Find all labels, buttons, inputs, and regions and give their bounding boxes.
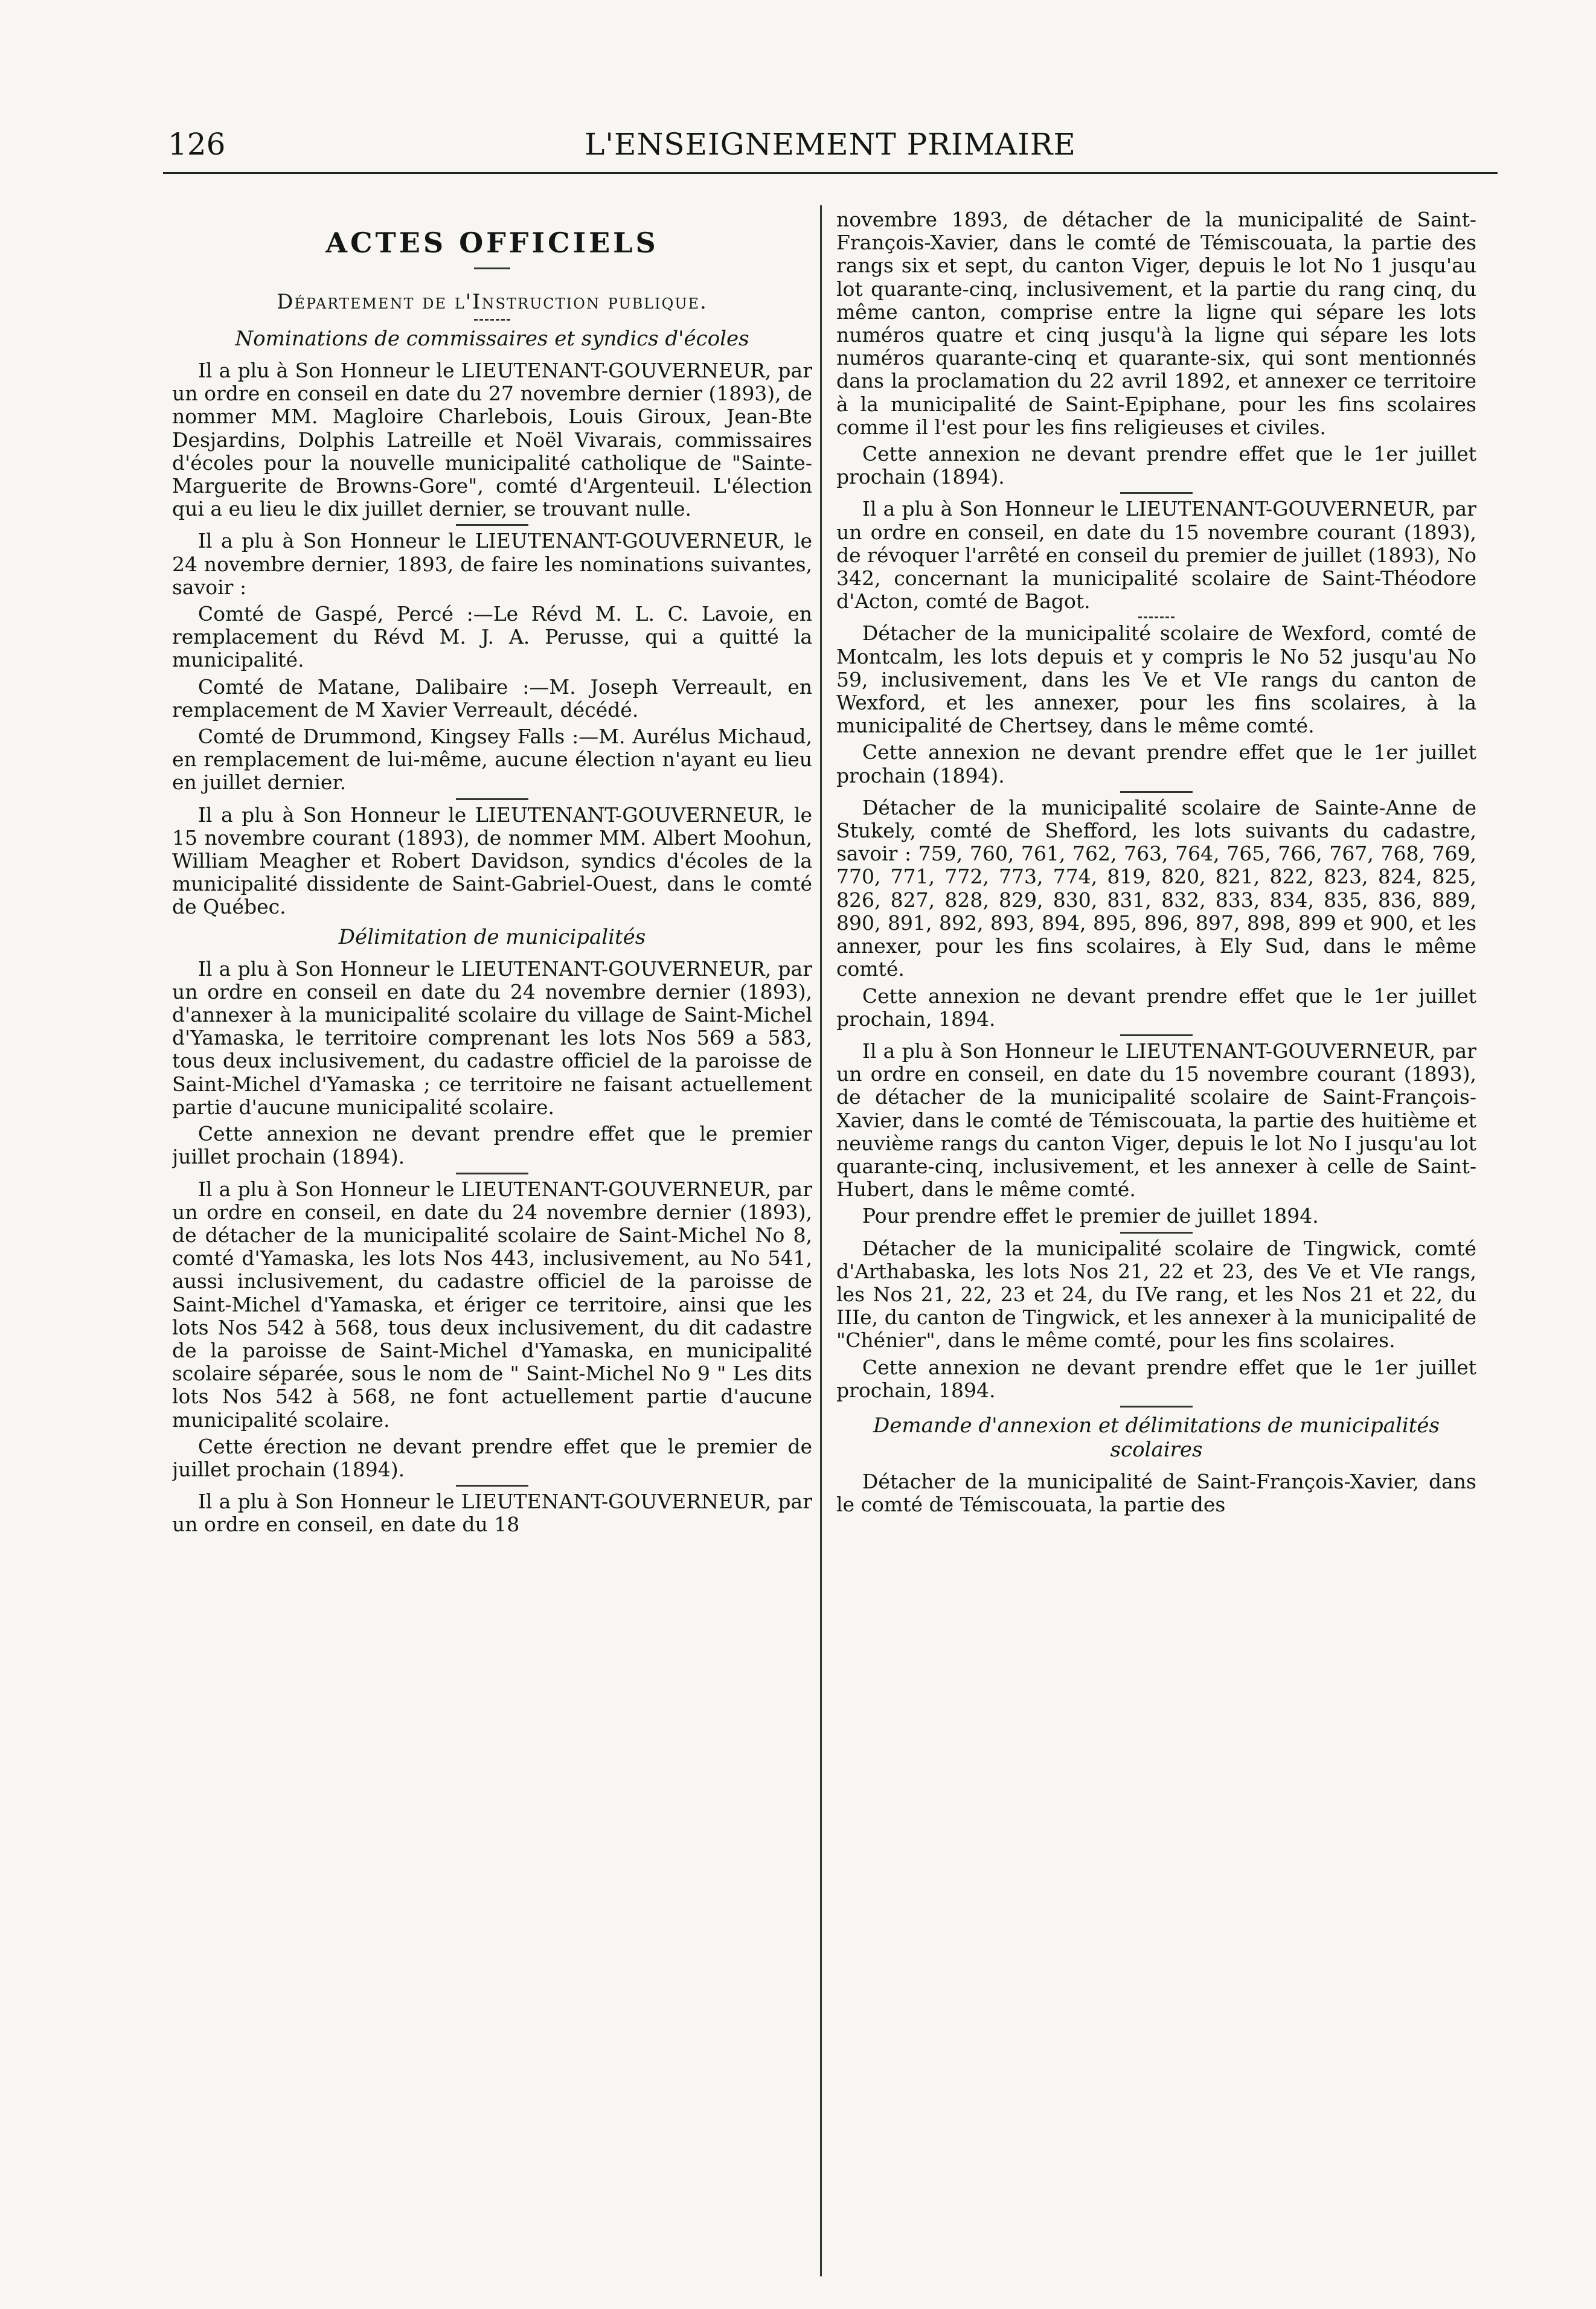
paragraph: Cette érection ne devant prendre effet que le premier de juillet prochain (1894). — [172, 1434, 812, 1481]
paragraph: Il a plu à Son Honneur le LIEUTENANT-GOUVERNEUR, par un ordre en conseil en date du 27 novembre dernier (1893), de nommer MM. Magloire Charlebois, Louis Giroux, Jean-Bte Desjardins, Dolphis Latreille et Noël Vivarais, commissaires d'écoles pour la nouvelle municipalité catholique de "Sainte-Marguerite de Browns-Gore", comté d'Argenteuil. L'élection qui a eu lieu le dix juillet dernier, se trouvant nulle. — [172, 359, 812, 521]
paragraph: Il a plu à Son Honneur le LIEUTENANT-GOUVERNEUR, le 15 novembre courant (1893), de nommer MM. Albert Moohun, William Meagher et Robert Davidson, syndics d'écoles de la municipalité dissidente de Saint-Gabriel-Ouest, dans le comté de Québec. — [172, 802, 812, 919]
subsection-title: Délimitation de municipalités — [338, 924, 646, 949]
paragraph: Comté de Matane, Dalibaire :—M. Joseph Verreault, en remplacement de M Xavier Verreault, décédé. — [172, 674, 812, 722]
separator-rule — [456, 798, 528, 800]
separator-rule — [1120, 1232, 1193, 1234]
paragraph: Détacher de la municipalité de Saint-François-Xavier, dans le comté de Témiscouata, la partie des — [836, 1469, 1476, 1517]
left-column — [172, 208, 812, 2273]
right-column — [836, 208, 1476, 2273]
subsection-title: Demande d'annexion et délimitations de municipalités scolaires — [873, 1413, 1440, 1462]
title-rule — [474, 267, 510, 269]
separator-rule — [1120, 1034, 1193, 1036]
subsection-title: Nominations de commissaires et syndics d'écoles — [235, 327, 749, 351]
paragraph: Pour prendre effet le premier de juillet 1894. — [862, 1204, 1319, 1228]
dash-rule — [1138, 616, 1175, 618]
header-rule — [163, 172, 1498, 174]
paragraph: Cette annexion ne devant prendre effet que le 1er juillet prochain, 1894. — [836, 984, 1476, 1031]
page-number: 126 — [168, 127, 226, 162]
paragraph: Cette annexion ne devant prendre effet que le 1er juillet prochain (1894). — [836, 442, 1476, 489]
paragraph: novembre 1893, de détacher de la municipalité de Saint-François-Xavier, dans le comté de Témiscouata, la partie des rangs six et sept, du canton Viger, depuis le lot No 1 jusqu'au lot quarante-cinq, inclusivement, et la partie du rang cinq, du même canton, comprise entre la ligne qui sépare les lots numéros quatre et cinq jusqu'à la ligne qui sépare les lots numéros quarante-cinq et quarante-six, qui sont mentionnés dans la proclamation du 22 avril 1892, et annexer ce territoire à la municipalité de Saint-Epiphane, pour les fins scolaires comme il l'est pour les fins religieuses et civiles. — [836, 208, 1476, 439]
separator-rule — [1120, 1406, 1193, 1407]
paragraph: Il a plu à Son Honneur le LIEUTENANT-GOUVERNEUR, le 24 novembre dernier, 1893, de faire les nominations suivantes, savoir : — [172, 529, 812, 599]
separator-rule — [1120, 492, 1193, 494]
paragraph: Il a plu à Son Honneur le LIEUTENANT-GOUVERNEUR, par un ordre en conseil, en date du 24 novembre dernier (1893), de détacher de la municipalité scolaire de Saint-Michel No 8, comté d'Yamaska, les lots Nos 443, inclusivement, au No 541, aussi inclusivement, du cadastre officiel de la paroisse de Saint-Michel d'Yamaska, et ériger ce territoire, ainsi que les lots Nos 542 à 568, tous deux inclusivement, du dit cadastre de la paroisse de Saint-Michel d'Yamaska, en municipalité scolaire séparée, sous le nom de " Saint-Michel No 9 " Les dits lots Nos 542 à 568, ne font actuellement partie d'aucune municipalité scolaire. — [172, 1177, 812, 1432]
separator-rule — [1120, 791, 1193, 793]
paragraph: Cette annexion ne devant prendre effet que le premier juillet prochain (1894). — [172, 1122, 812, 1169]
separator-rule — [456, 1173, 528, 1174]
paragraph: Il a plu à Son Honneur le LIEUTENANT-GOUVERNEUR, par un ordre en conseil en date du 24 novembre dernier (1893), d'annexer à la municipalité scolaire du village de Saint-Michel d'Yamaska, le territoire comprenant les lots Nos 569 a 583, tous deux inclusivement, du cadastre officiel de la paroisse de Saint-Michel d'Yamaska ; ce territoire ne faisant actuellement partie d'aucune municipalité scolaire. — [172, 956, 812, 1119]
paragraph: Comté de Gaspé, Percé :—Le Révd M. L. C. Lavoie, en remplacement du Révd M. J. A. Perusse, qui a quitté la municipalité. — [172, 602, 812, 672]
paragraph: Détacher de la municipalité scolaire de Sainte-Anne de Stukely, comté de Shefford, les lots suivants du cadastre, savoir : 759, 760, 761, 762, 763, 764, 765, 766, 767, 768, 769, 770, 771, 772, 773, 774, 819, 820, 821, 822, 823, 824, 825, 826, 827, 828, 829, 830, 831, 832, 833, 834, 835, 836, 889, 890, 891, 892, 893, 894, 895, 896, 897, 898, 899 et 900, et les annexer, pour les fins scolaires, à Ely Sud, dans le même comté. — [836, 795, 1476, 981]
paragraph: Détacher de la municipalité scolaire de Wexford, comté de Montcalm, les lots depuis et y compris le No 52 jusqu'au No 59, inclusivement, dans les Ve et VIe rangs du canton de Wexford, et les annexer, pour les fins scolaires, à la municipalité de Chertsey, dans le même comté. — [836, 621, 1476, 738]
paragraph: Détacher de la municipalité scolaire de Tingwick, comté d'Arthabaska, les lots Nos 21, 22 et 23, des Ve et VIe rangs, les Nos 21, 22, 23 et 24, du IVe rang, et les Nos 21 et 22, du IIIe, du canton de Tingwick, et les annexer à la municipalité de "Chénier", dans le même comté, pour les fins scolaires. — [836, 1236, 1476, 1353]
paragraph: Comté de Drummond, Kingsey Falls :—M. Aurélus Michaud, en remplacement de lui-même, aucune élection n'ayant eu lieu en juillet dernier. — [172, 725, 812, 795]
page-header — [163, 127, 1498, 175]
paragraph: Cette annexion ne devant prendre effet que le 1er juillet prochain (1894). — [836, 740, 1476, 787]
separator-rule — [456, 1485, 528, 1487]
paragraph: Il a plu à Son Honneur le LIEUTENANT-GOUVERNEUR, par un ordre en conseil, en date du 18 — [172, 1490, 812, 1537]
column-divider — [820, 205, 822, 2276]
paragraph: Il a plu à Son Honneur le LIEUTENANT-GOUVERNEUR, par un ordre en conseil, en date du 15 novembre courant (1893), de détacher de la municipalité scolaire de Saint-François-Xavier, dans le comté de Témiscouata, la partie des huitième et neuvième rangs du canton Viger, depuis le lot No I jusqu'au lot quarante-cinq, inclusivement, et les annexer à celle de Saint-Hubert, dans le même comté. — [836, 1039, 1476, 1202]
separator-rule — [456, 524, 528, 526]
department-heading: Département de l'Instruction publique. — [277, 290, 708, 314]
paragraph: Cette annexion ne devant prendre effet que le 1er juillet prochain, 1894. — [836, 1355, 1476, 1402]
section-title: ACTES OFFICIELS — [325, 226, 659, 259]
paragraph: Il a plu à Son Honneur le LIEUTENANT-GOUVERNEUR, par un ordre en conseil, en date du 15 novembre courant (1893), de révoquer l'arrêté en conseil du premier de juillet (1893), No 342, concernant la municipalité scolaire de Saint-Théodore d'Acton, comté de Bagot. — [836, 497, 1476, 613]
dash-rule — [474, 319, 510, 321]
running-title: L'ENSEIGNEMENT PRIMAIRE — [585, 127, 1076, 162]
